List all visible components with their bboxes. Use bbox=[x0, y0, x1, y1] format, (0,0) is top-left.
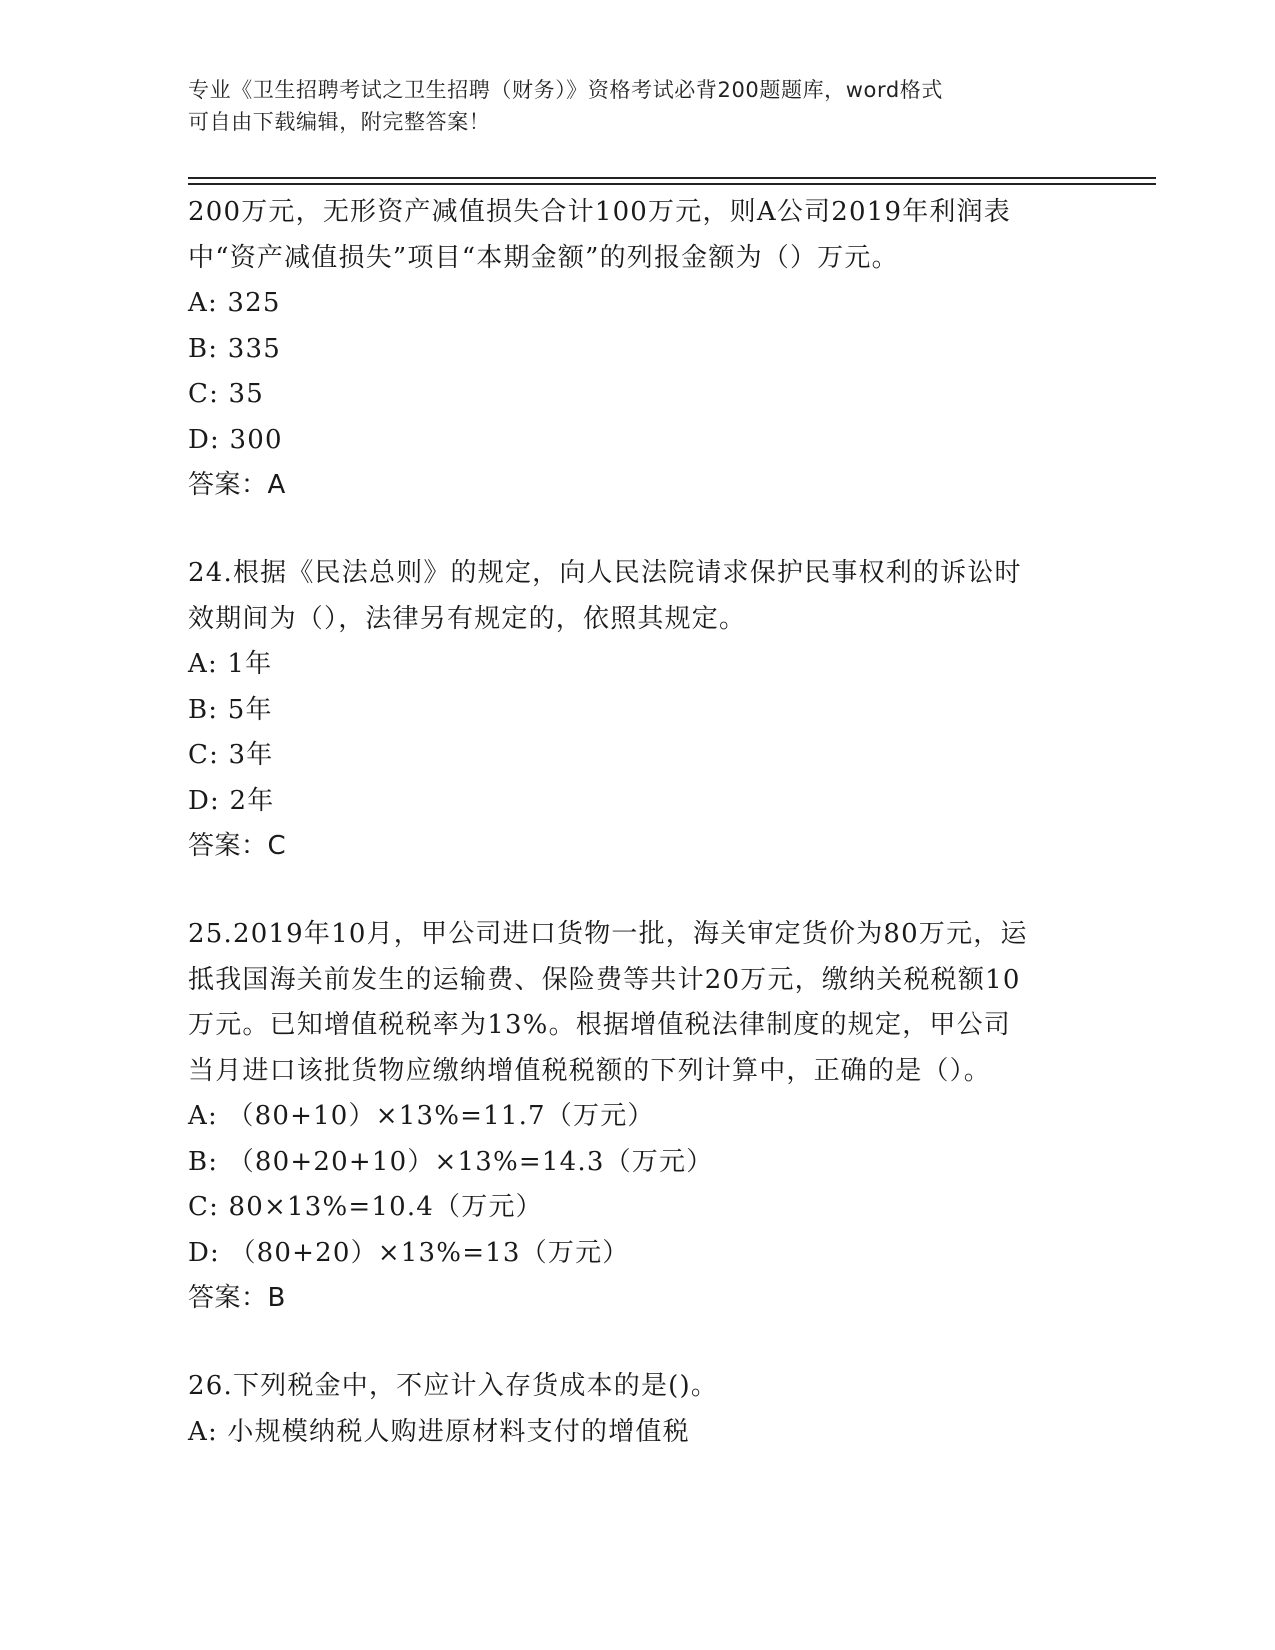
option-c: C: 80×13%=10.4（万元） bbox=[188, 1192, 543, 1222]
document-header bbox=[188, 74, 1088, 138]
option-d: D: （80+20）×13%=13（万元） bbox=[188, 1237, 630, 1268]
header-divider-bottom bbox=[188, 183, 1156, 185]
option-a: A: （80+10）×13%=11.7（万元） bbox=[188, 1101, 655, 1131]
header-line-1: 专业《卫生招聘考试之卫生招聘（财务）》资格考试必背200题题库，word格式 bbox=[188, 78, 943, 102]
question-text-line: 26.下列税金中，不应计入存货成本的是()。 bbox=[188, 1371, 719, 1401]
question-text-line: 当月进口该批货物应缴纳增值税税额的下列计算中，正确的是（）。 bbox=[188, 1055, 992, 1086]
header-divider-top bbox=[188, 177, 1156, 179]
option-a: A: 1年 bbox=[188, 649, 273, 679]
answer: 答案：A bbox=[188, 470, 286, 500]
option-b: B: （80+20+10）×13%=14.3（万元） bbox=[188, 1146, 714, 1177]
option-c: C: 35 bbox=[188, 379, 265, 409]
option-b: B: 5年 bbox=[188, 694, 273, 725]
question-spacer bbox=[188, 507, 1088, 551]
question-text-line: 抵我国海关前发生的运输费、保险费等共计20万元，缴纳关税税额10 bbox=[188, 964, 1021, 995]
question-text-line: 24.根据《民法总则》的规定，向人民法院请求保护民事权利的诉讼时 bbox=[188, 558, 1022, 588]
answer: 答案：B bbox=[188, 1283, 286, 1313]
option-a: A: 325 bbox=[188, 288, 281, 318]
question-26 bbox=[188, 1364, 1088, 1455]
question-spacer bbox=[188, 1320, 1088, 1364]
question-text-line: 200万元，无形资产减值损失合计100万元，则A公司2019年利润表 bbox=[188, 197, 1011, 227]
answer: 答案：C bbox=[188, 831, 287, 861]
option-a: A: 小规模纳税人购进原材料支付的增值税 bbox=[188, 1416, 690, 1447]
header-line-2: 可自由下载编辑，附完整答案！ bbox=[188, 110, 491, 134]
question-23 bbox=[188, 190, 1088, 507]
option-d: D: 2年 bbox=[188, 785, 275, 816]
question-spacer bbox=[188, 868, 1088, 912]
question-text-line: 效期间为（），法律另有规定的，依照其规定。 bbox=[188, 603, 747, 634]
question-text-line: 万元。已知增值税税率为13%。根据增值税法律制度的规定，甲公司 bbox=[188, 1010, 1011, 1040]
question-text-line: 25.2019年10月，甲公司进口货物一批，海关审定货价为80万元，运 bbox=[188, 919, 1028, 949]
question-list bbox=[188, 190, 1088, 1455]
question-text-line: 中“资产减值损失”项目“本期金额”的列报金额为（）万元。 bbox=[188, 242, 899, 273]
option-b: B: 335 bbox=[188, 333, 281, 364]
question-25 bbox=[188, 912, 1088, 1320]
option-c: C: 3年 bbox=[188, 740, 274, 770]
question-24 bbox=[188, 551, 1088, 868]
option-d: D: 300 bbox=[188, 424, 283, 455]
